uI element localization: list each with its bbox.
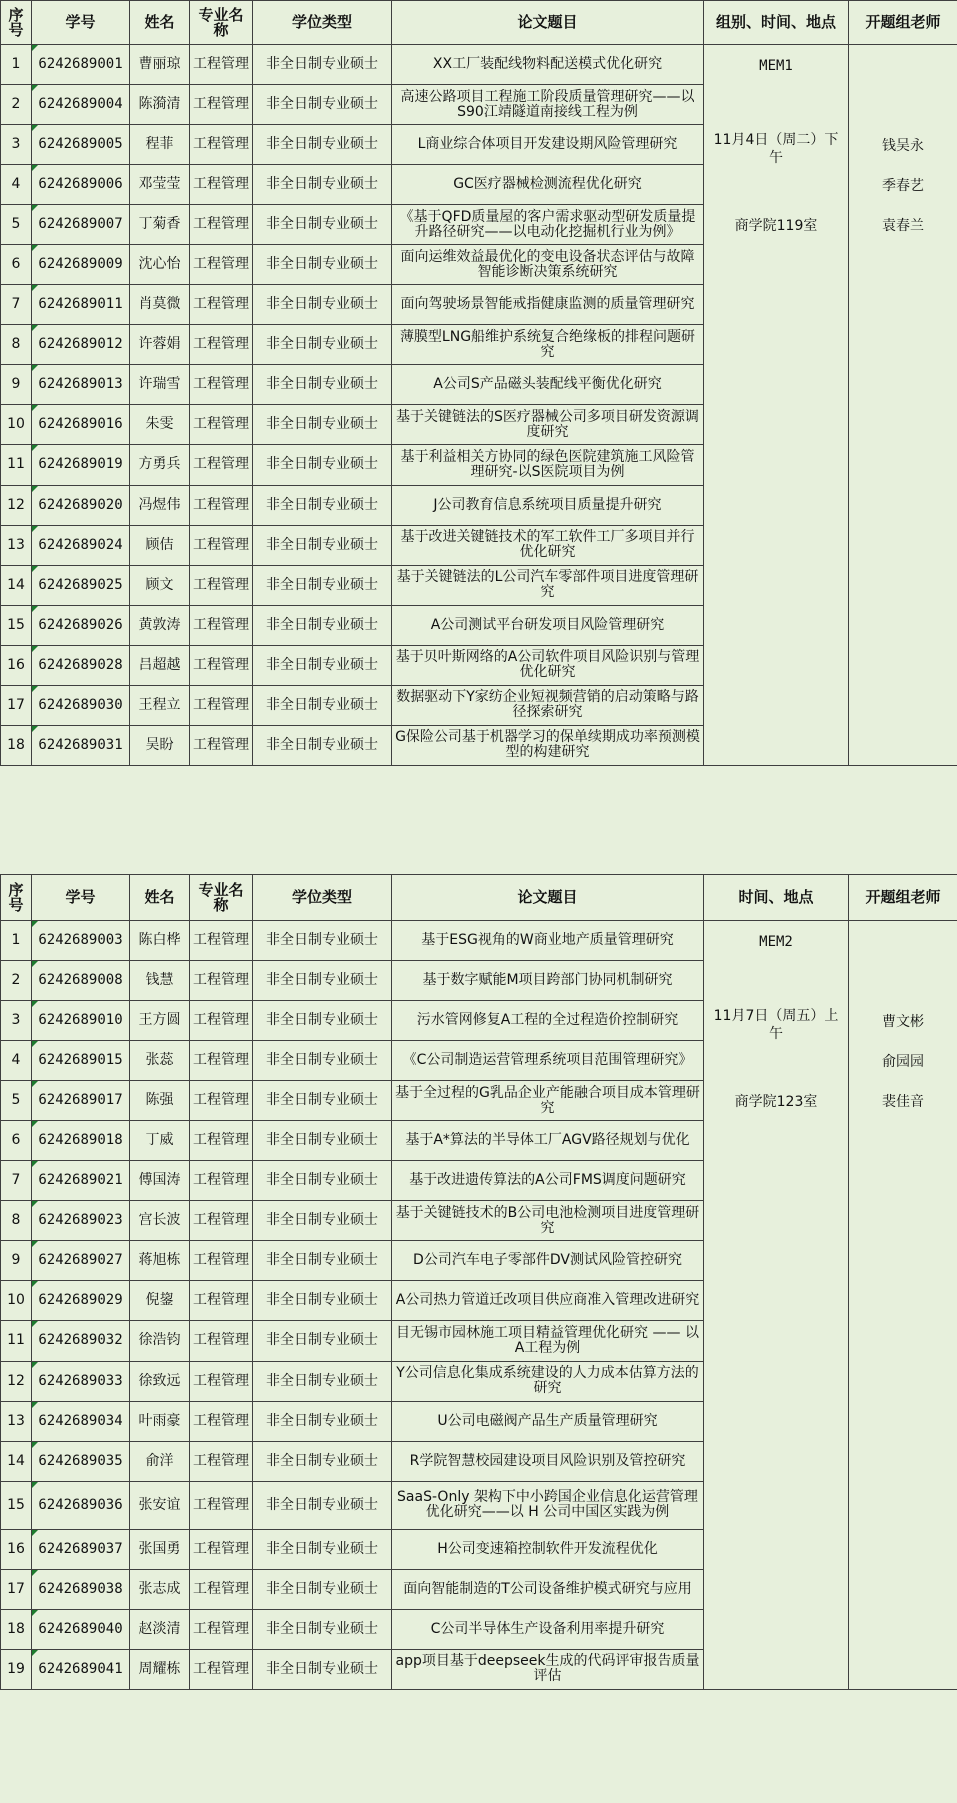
major: 工程管理 [190,725,253,765]
major: 工程管理 [190,1609,253,1649]
major: 工程管理 [190,285,253,325]
student-name: 俞洋 [130,1441,190,1481]
student-name: 曹丽琼 [130,45,190,85]
thesis-title: J公司教育信息系统项目质量提升研究 [392,485,704,525]
major: 工程管理 [190,1001,253,1041]
student-id: 6242689037 [32,1529,130,1569]
row-seq: 4 [1,165,32,205]
row-seq: 9 [1,365,32,405]
degree-type: 非全日制专业硕士 [253,165,392,205]
degree-type: 非全日制专业硕士 [253,1121,392,1161]
major: 工程管理 [190,485,253,525]
col-name: 姓名 [130,875,190,921]
major: 工程管理 [190,1121,253,1161]
row-seq: 13 [1,525,32,565]
student-name: 徐致远 [130,1361,190,1401]
teacher-name: 俞园园 [882,1054,924,1070]
major: 工程管理 [190,45,253,85]
row-seq: 1 [1,921,32,961]
major: 工程管理 [190,205,253,245]
degree-type: 非全日制专业硕士 [253,85,392,125]
student-id: 6242689033 [32,1361,130,1401]
major: 工程管理 [190,1361,253,1401]
student-id: 6242689012 [32,325,130,365]
thesis-title: 面向运维效益最优化的变电设备状态评估与故障智能诊断决策系统研究 [392,245,704,285]
thesis-title: A公司热力管道迁改项目供应商准入管理改进研究 [392,1281,704,1321]
thesis-title: 基于贝叶斯网络的A公司软件项目风险识别与管理优化研究 [392,645,704,685]
degree-type: 非全日制专业硕士 [253,645,392,685]
thesis-title: L商业综合体项目开发建设期风险管理研究 [392,125,704,165]
row-seq: 10 [1,1281,32,1321]
thesis-title: 基于改进遗传算法的A公司FMS调度问题研究 [392,1161,704,1201]
student-name: 丁菊香 [130,205,190,245]
student-id: 6242689034 [32,1401,130,1441]
thesis-title: C公司半导体生产设备利用率提升研究 [392,1609,704,1649]
col-thesis-title: 论文题目 [392,875,704,921]
student-name: 朱雯 [130,405,190,445]
student-name: 方勇兵 [130,445,190,485]
degree-type: 非全日制专业硕士 [253,1041,392,1081]
row-seq: 11 [1,1321,32,1361]
student-id: 6242689018 [32,1121,130,1161]
col-name: 姓名 [130,1,190,45]
student-id: 6242689023 [32,1201,130,1241]
major: 工程管理 [190,445,253,485]
degree-type: 非全日制专业硕士 [253,1401,392,1441]
col-student-id: 学号 [32,875,130,921]
row-seq: 10 [1,405,32,445]
degree-type: 非全日制专业硕士 [253,1001,392,1041]
thesis-title: 《基于QFD质量屋的客户需求驱动型研发质量提升路径研究——以电动化挖掘机行业为例》 [392,205,704,245]
degree-type: 非全日制专业硕士 [253,1361,392,1401]
mem1-table [0,0,957,766]
row-seq: 2 [1,85,32,125]
major: 工程管理 [190,1321,253,1361]
thesis-title: 基于ESG视角的W商业地产质量管理研究 [392,921,704,961]
teachers-cell [849,45,957,766]
major: 工程管理 [190,645,253,685]
student-id: 6242689032 [32,1321,130,1361]
thesis-title: 面向智能制造的T公司设备维护模式研究与应用 [392,1569,704,1609]
major: 工程管理 [190,525,253,565]
student-name: 王程立 [130,685,190,725]
degree-type: 非全日制专业硕士 [253,245,392,285]
student-name: 冯煜伟 [130,485,190,525]
thesis-title: 薄膜型LNG船维护系统复合绝缘板的排程问题研究 [392,325,704,365]
student-id: 6242689038 [32,1569,130,1609]
row-seq: 6 [1,1121,32,1161]
major: 工程管理 [190,1401,253,1441]
row-seq: 8 [1,1201,32,1241]
teachers-cell [849,921,957,1690]
major: 工程管理 [190,325,253,365]
table-row [1,45,957,85]
student-id: 6242689040 [32,1609,130,1649]
col-teachers: 开题组老师 [849,875,957,921]
row-seq: 17 [1,685,32,725]
thesis-title: GC医疗器械检测流程优化研究 [392,165,704,205]
row-seq: 7 [1,1161,32,1201]
row-seq: 9 [1,1241,32,1281]
thesis-title: 数据驱动下Y家纺企业短视频营销的启动策略与路径探索研究 [392,685,704,725]
row-seq: 13 [1,1401,32,1441]
table-row [1,921,957,961]
row-seq: 1 [1,45,32,85]
thesis-title: H公司变速箱控制软件开发流程优化 [392,1529,704,1569]
student-name: 肖莫微 [130,285,190,325]
student-id: 6242689019 [32,445,130,485]
degree-type: 非全日制专业硕士 [253,725,392,765]
student-name: 丁威 [130,1121,190,1161]
major: 工程管理 [190,165,253,205]
row-seq: 11 [1,445,32,485]
row-seq: 18 [1,1609,32,1649]
row-seq: 16 [1,1529,32,1569]
col-arrangement: 时间、地点 [704,875,849,921]
degree-type: 非全日制专业硕士 [253,961,392,1001]
degree-type: 非全日制专业硕士 [253,1201,392,1241]
row-seq: 14 [1,565,32,605]
col-degree: 学位类型 [253,1,392,45]
mem2-table [0,874,957,1690]
student-id: 6242689015 [32,1041,130,1081]
major: 工程管理 [190,1569,253,1609]
student-id: 6242689041 [32,1649,130,1689]
student-name: 张安谊 [130,1481,190,1529]
teacher-name: 曹文彬 [882,1014,924,1030]
major: 工程管理 [190,85,253,125]
student-id: 6242689001 [32,45,130,85]
student-id: 6242689017 [32,1081,130,1121]
degree-type: 非全日制专业硕士 [253,485,392,525]
major: 工程管理 [190,245,253,285]
student-name: 周耀栋 [130,1649,190,1689]
thesis-title: 面向驾驶场景智能戒指健康监测的质量管理研究 [392,285,704,325]
student-name: 张志成 [130,1569,190,1609]
student-name: 徐浩钧 [130,1321,190,1361]
student-name: 顾佶 [130,525,190,565]
student-id: 6242689011 [32,285,130,325]
student-id: 6242689010 [32,1001,130,1041]
degree-type: 非全日制专业硕士 [253,1441,392,1481]
degree-type: 非全日制专业硕士 [253,205,392,245]
degree-type: 非全日制专业硕士 [253,921,392,961]
teacher-name: 袁春兰 [882,218,924,234]
student-id: 6242689009 [32,245,130,285]
major: 工程管理 [190,1161,253,1201]
student-name: 陈漪清 [130,85,190,125]
student-name: 赵淡清 [130,1609,190,1649]
student-id: 6242689004 [32,85,130,125]
thesis-title: 《C公司制造运营管理系统项目范围管理研究》 [392,1041,704,1081]
degree-type: 非全日制专业硕士 [253,445,392,485]
student-id: 6242689013 [32,365,130,405]
col-major: 专业名称 [190,875,253,921]
student-name: 蒋旭栋 [130,1241,190,1281]
col-student-id: 学号 [32,1,130,45]
student-id: 6242689029 [32,1281,130,1321]
teacher-name: 钱吴永 [882,138,924,154]
row-seq: 14 [1,1441,32,1481]
schedule-cell [704,921,849,1690]
degree-type: 非全日制专业硕士 [253,565,392,605]
teacher-name: 季春艺 [882,178,924,194]
student-id: 6242689005 [32,125,130,165]
row-seq: 15 [1,1481,32,1529]
major: 工程管理 [190,125,253,165]
col-degree: 学位类型 [253,875,392,921]
student-id: 6242689035 [32,1441,130,1481]
student-id: 6242689007 [32,205,130,245]
thesis-title: 基于关键链技术的B公司电池检测项目进度管理研究 [392,1201,704,1241]
student-name: 黄敦涛 [130,605,190,645]
student-id: 6242689020 [32,485,130,525]
major: 工程管理 [190,1481,253,1529]
thesis-title: G保险公司基于机器学习的保单续期成功率预测模型的构建研究 [392,725,704,765]
degree-type: 非全日制专业硕士 [253,1481,392,1529]
student-id: 6242689036 [32,1481,130,1529]
major: 工程管理 [190,1041,253,1081]
degree-type: 非全日制专业硕士 [253,1281,392,1321]
degree-type: 非全日制专业硕士 [253,1649,392,1689]
thesis-title: 基于关键链法的L公司汽车零部件项目进度管理研究 [392,565,704,605]
student-name: 吴盼 [130,725,190,765]
thesis-title: 目无锡市园林施工项目精益管理优化研究 —— 以 A工程为例 [392,1321,704,1361]
student-id: 6242689021 [32,1161,130,1201]
col-thesis-title: 论文题目 [392,1,704,45]
student-name: 许瑞雪 [130,365,190,405]
row-seq: 12 [1,1361,32,1401]
student-name: 吕超越 [130,645,190,685]
row-seq: 19 [1,1649,32,1689]
thesis-title: XX工厂装配线物料配送模式优化研究 [392,45,704,85]
thesis-title: 污水管网修复A工程的全过程造价控制研究 [392,1001,704,1041]
col-seq: 序号 [1,1,32,45]
row-seq: 17 [1,1569,32,1609]
major: 工程管理 [190,1649,253,1689]
row-seq: 5 [1,205,32,245]
major: 工程管理 [190,365,253,405]
col-major: 专业名称 [190,1,253,45]
major: 工程管理 [190,1241,253,1281]
session-time: 11月7日（周五）上午 [713,1008,839,1042]
thesis-title: 基于关键链法的S医疗器械公司多项目研发资源调度研究 [392,405,704,445]
thesis-title: R学院智慧校园建设项目风险识别及管控研究 [392,1441,704,1481]
session-room: 商学院119室 [734,218,818,234]
student-name: 宫长波 [130,1201,190,1241]
thesis-title: D公司汽车电子零部件DV测试风险管控研究 [392,1241,704,1281]
row-seq: 18 [1,725,32,765]
student-name: 陈强 [130,1081,190,1121]
student-id: 6242689030 [32,685,130,725]
student-name: 邓莹莹 [130,165,190,205]
col-seq: 序号 [1,875,32,921]
row-seq: 4 [1,1041,32,1081]
row-seq: 15 [1,605,32,645]
student-name: 沈心怡 [130,245,190,285]
student-id: 6242689025 [32,565,130,605]
student-name: 叶雨豪 [130,1401,190,1441]
row-seq: 16 [1,645,32,685]
student-id: 6242689006 [32,165,130,205]
degree-type: 非全日制专业硕士 [253,1241,392,1281]
student-id: 6242689031 [32,725,130,765]
student-id: 6242689016 [32,405,130,445]
session-time: 11月4日（周二）下午 [713,132,839,166]
schedule-cell [704,45,849,766]
degree-type: 非全日制专业硕士 [253,405,392,445]
degree-type: 非全日制专业硕士 [253,1081,392,1121]
degree-type: 非全日制专业硕士 [253,1609,392,1649]
student-name: 傅国涛 [130,1161,190,1201]
degree-type: 非全日制专业硕士 [253,285,392,325]
degree-type: 非全日制专业硕士 [253,1161,392,1201]
thesis-title: app项目基于deepseek生成的代码评审报告质量评估 [392,1649,704,1689]
student-name: 顾文 [130,565,190,605]
student-name: 张国勇 [130,1529,190,1569]
student-name: 钱慧 [130,961,190,1001]
degree-type: 非全日制专业硕士 [253,525,392,565]
degree-type: 非全日制专业硕士 [253,365,392,405]
col-arrangement: 组别、时间、地点 [704,1,849,45]
teacher-name: 裴佳音 [882,1094,924,1110]
degree-type: 非全日制专业硕士 [253,685,392,725]
major: 工程管理 [190,1529,253,1569]
student-id: 6242689024 [32,525,130,565]
header-row [1,875,957,921]
degree-type: 非全日制专业硕士 [253,125,392,165]
thesis-title: 高速公路项目工程施工阶段质量管理研究——以S90江靖隧道南接线工程为例 [392,85,704,125]
row-seq: 2 [1,961,32,1001]
student-name: 陈白桦 [130,921,190,961]
major: 工程管理 [190,405,253,445]
student-name: 倪鋆 [130,1281,190,1321]
degree-type: 非全日制专业硕士 [253,605,392,645]
major: 工程管理 [190,921,253,961]
student-id: 6242689026 [32,605,130,645]
student-id: 6242689028 [32,645,130,685]
row-seq: 3 [1,125,32,165]
student-name: 程菲 [130,125,190,165]
group-label: MEM1 [759,58,793,74]
row-seq: 3 [1,1001,32,1041]
student-name: 张蕊 [130,1041,190,1081]
header-row [1,1,957,45]
degree-type: 非全日制专业硕士 [253,45,392,85]
row-seq: 5 [1,1081,32,1121]
major: 工程管理 [190,961,253,1001]
degree-type: 非全日制专业硕士 [253,1321,392,1361]
student-name: 王方圆 [130,1001,190,1041]
thesis-title: U公司电磁阀产品生产质量管理研究 [392,1401,704,1441]
student-id: 6242689003 [32,921,130,961]
major: 工程管理 [190,605,253,645]
session-room: 商学院123室 [734,1094,818,1110]
major: 工程管理 [190,685,253,725]
thesis-title: 基于全过程的G乳品企业产能融合项目成本管理研究 [392,1081,704,1121]
col-teachers: 开题组老师 [849,1,957,45]
thesis-title: 基于数字赋能M项目跨部门协同机制研究 [392,961,704,1001]
student-id: 6242689027 [32,1241,130,1281]
major: 工程管理 [190,1441,253,1481]
student-name: 许蓉娟 [130,325,190,365]
degree-type: 非全日制专业硕士 [253,1529,392,1569]
major: 工程管理 [190,565,253,605]
thesis-title: A公司S产品磁头装配线平衡优化研究 [392,365,704,405]
thesis-title: SaaS-Only 架构下中小跨国企业信息化运营管理优化研究——以 H 公司中国区实践为例 [392,1481,704,1529]
major: 工程管理 [190,1281,253,1321]
row-seq: 6 [1,245,32,285]
row-seq: 12 [1,485,32,525]
thesis-title: Y公司信息化集成系统建设的人力成本估算方法的研究 [392,1361,704,1401]
degree-type: 非全日制专业硕士 [253,1569,392,1609]
major: 工程管理 [190,1081,253,1121]
thesis-title: 基于利益相关方协同的绿色医院建筑施工风险管理研究-以S医院项目为例 [392,445,704,485]
thesis-title: 基于A*算法的半导体工厂AGV路径规划与优化 [392,1121,704,1161]
degree-type: 非全日制专业硕士 [253,325,392,365]
thesis-title: 基于改进关键链技术的军工软件工厂多项目并行优化研究 [392,525,704,565]
student-id: 6242689008 [32,961,130,1001]
row-seq: 7 [1,285,32,325]
group-label: MEM2 [759,934,793,950]
row-seq: 8 [1,325,32,365]
thesis-title: A公司测试平台研发项目风险管理研究 [392,605,704,645]
major: 工程管理 [190,1201,253,1241]
